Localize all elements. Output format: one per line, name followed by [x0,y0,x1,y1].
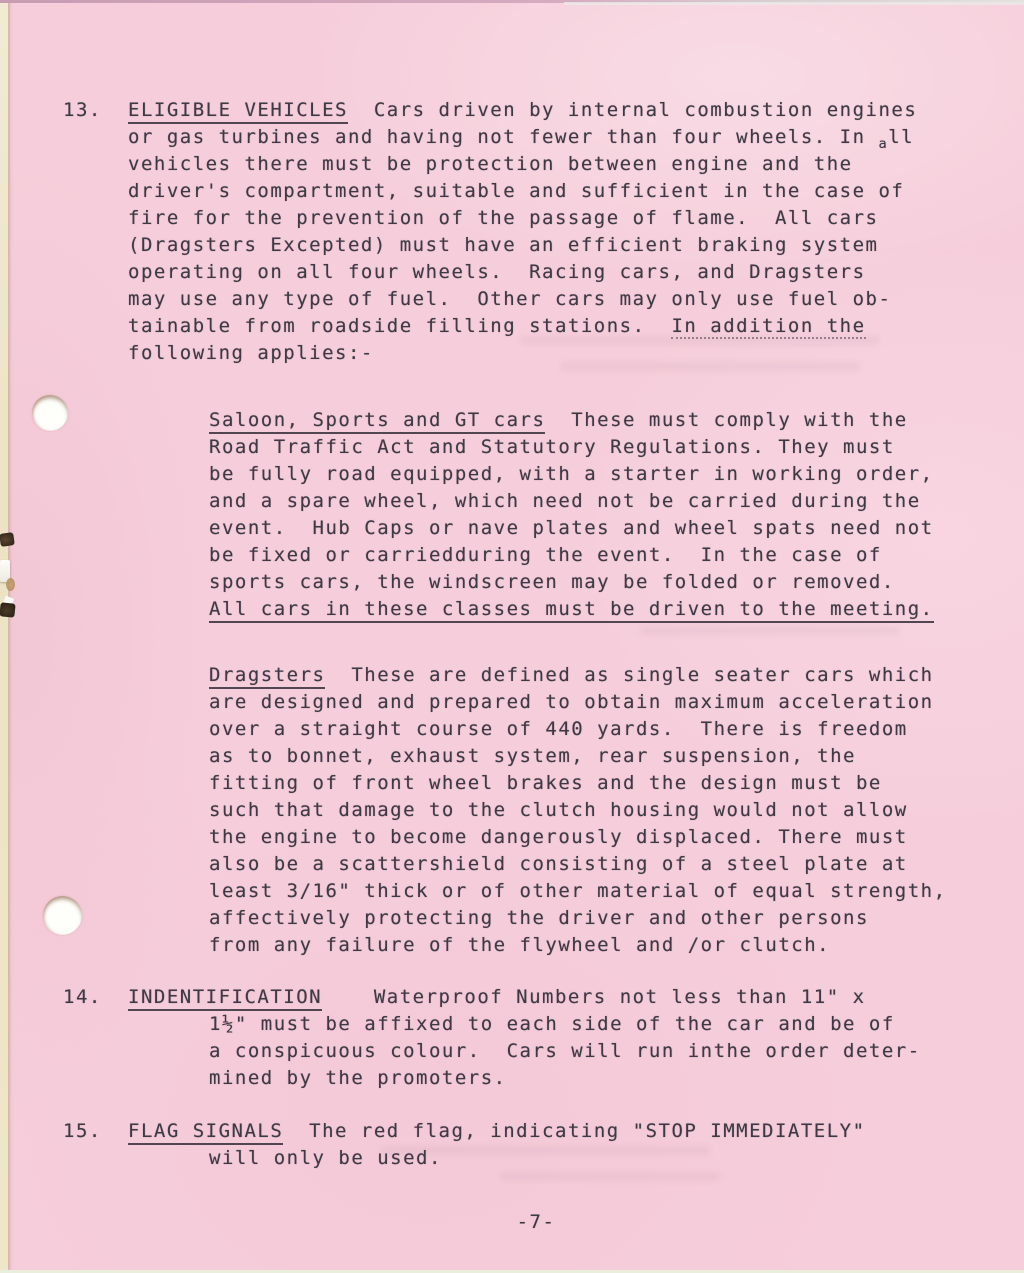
text-line: Dragsters These are defined as single seater cars which [209,662,1024,689]
text-line: may use any type of fuel. Other cars may only use fuel ob- [128,288,892,310]
text-line: FLAG SIGNALS The red flag, indicating "STOP IMMEDIATELY" [128,1118,1024,1145]
page-number: -7- [516,1211,556,1233]
text-line: a conspicuous colour. Cars will run inthe order deter- [209,1040,921,1062]
text-line: be fully road equipped, with a starter in working order, [209,463,934,485]
text-line: driver's compartment, suitable and sufficient in the case of [128,180,905,202]
text-line: All cars in these classes must be driven to the meeting. [209,596,1024,623]
section-14 [0,984,1024,1092]
section-15-number: 15. [63,1120,102,1142]
section-14-number: 14. [63,986,102,1008]
text-line: least 3/16" thick or of other material of equal strength, [209,880,947,902]
text-line: (Dragsters Excepted) must have an efficient braking system [128,234,879,256]
text-line: be fixed or carriedduring the event. In the case of [209,544,882,566]
text-line: over a straight course of 440 yards. There is freedom [209,718,908,740]
saloon-paragraph [0,407,1024,623]
text-line: or gas turbines and having not fewer than four wheels. In $_a$ll [128,126,915,153]
text-line: mined by the promoters. [209,1067,507,1089]
text-line: following applies:- [128,342,374,364]
text-line: Saloon, Sports and GT cars These must comply with the [209,407,1024,434]
text-line: 1½" must be affixed to each side of the car and be of [209,1013,895,1035]
text-line: fire for the prevention of the passage of flame. All cars [128,207,879,229]
text-line: vehicles there must be protection between engine and the [128,153,853,175]
section-15 [0,1118,1024,1172]
ghost-smudge [500,1172,720,1181]
text-line: the engine to become dangerously displaced. There must [209,826,908,848]
text-line: operating on all four wheels. Racing cars, and Dragsters [128,261,866,283]
text-line: fitting of front wheel brakes and the design must be [209,772,882,794]
text-line: from any failure of the flywheel and /or clutch. [209,934,831,956]
text-line: event. Hub Caps or nave plates and wheel spats need not [209,517,934,539]
text-line: such that damage to the clutch housing would not allow [209,799,908,821]
text-line: will only be used. [209,1147,442,1169]
text-line: ELIGIBLE VEHICLES Cars driven by internal combustion engines [128,97,1024,124]
dragsters-paragraph [0,662,1024,959]
section-13 [0,97,1024,367]
section-13-number: 13. [63,99,102,121]
text-line: affectively protecting the driver and other persons [209,907,869,929]
text-line: are designed and prepared to obtain maximum acceleration [209,691,934,713]
text-line: Road Traffic Act and Statutory Regulations. They must [209,436,895,458]
text-line: INDENTIFICATION Waterproof Numbers not less than 11" x [128,984,1024,1011]
text-line: tainable from roadside filling stations. In addition the [128,315,866,337]
text-line: and a spare wheel, which need not be carried during the [209,490,921,512]
text-line: sports cars, the windscreen may be folded or removed. [209,571,895,593]
text-line: also be a scattershield consisting of a steel plate at [209,853,908,875]
text-line: as to bonnet, exhaust system, rear suspension, the [209,745,856,767]
